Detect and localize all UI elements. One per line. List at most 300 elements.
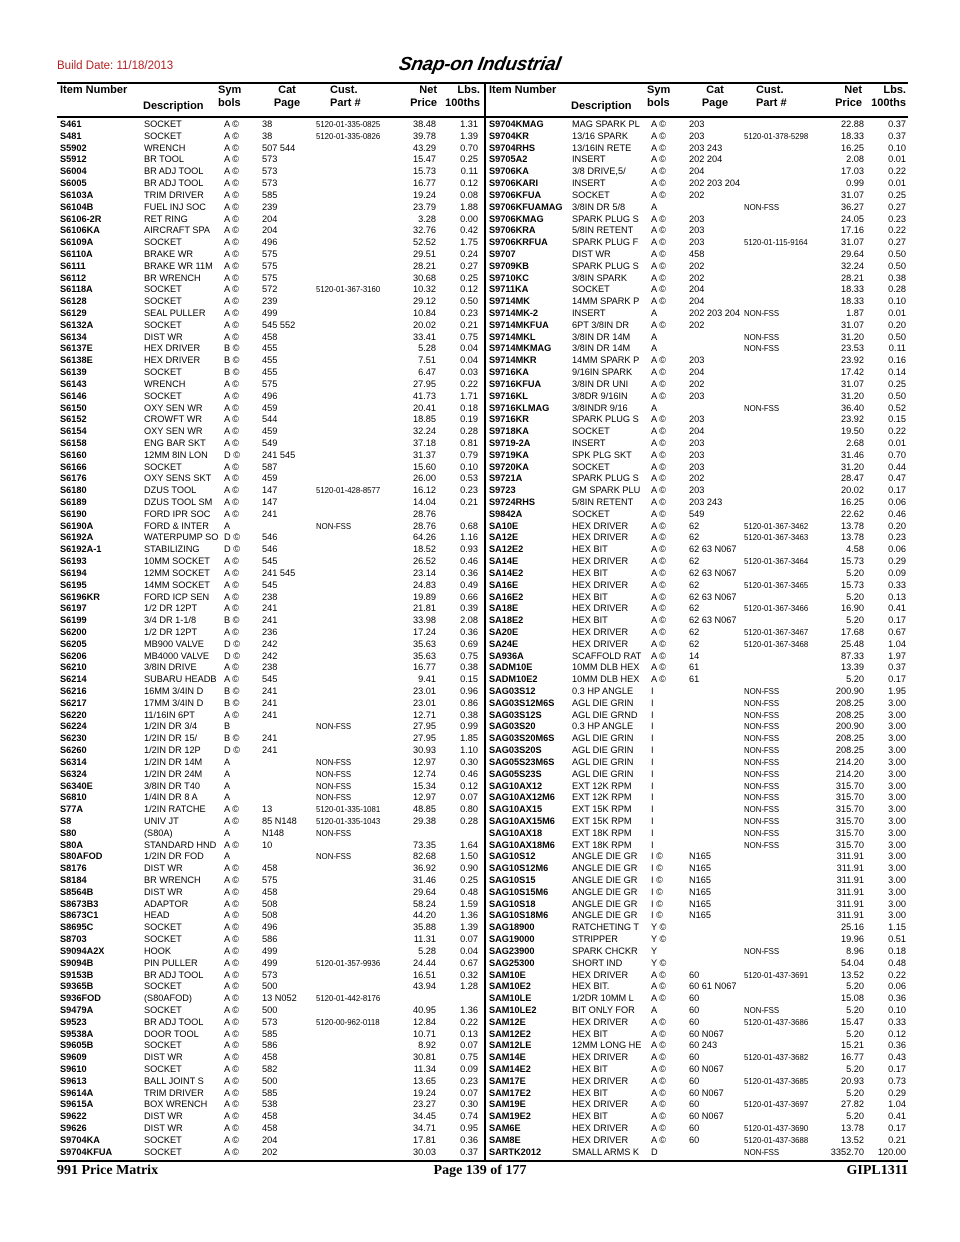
item-number-cell: S9706KRFUA: [489, 237, 548, 248]
description-cell: EXT 15K RPM: [572, 804, 632, 815]
weight-cell: 1.95: [888, 686, 906, 696]
weight-cell: 0.67: [888, 626, 906, 637]
symbols-cell: I: [651, 780, 654, 791]
weight-cell: 0.86: [460, 697, 478, 708]
cat-page-cell: 203: [689, 414, 705, 425]
cust-part-cell: NON-FSS: [744, 793, 780, 803]
net-price-cell: 23.14: [413, 567, 436, 578]
symbols-cell: I: [651, 721, 654, 732]
cat-page-cell: 38: [262, 119, 273, 129]
item-number-cell: SA14E2: [489, 567, 524, 578]
cat-page-cell: N165: [689, 910, 711, 921]
cat-page-cell: 573: [262, 166, 278, 177]
table-row: [0, 485, 960, 497]
description-cell: 11/16IN 6PT: [144, 709, 195, 720]
net-price-cell: 14.04: [413, 497, 436, 507]
net-price-cell: 35.63: [413, 638, 436, 649]
net-price-cell: 24.44: [413, 957, 436, 968]
item-number-cell: S6205: [60, 638, 87, 649]
net-price-cell: 3352.70: [830, 1146, 864, 1157]
weight-cell: 0.22: [888, 166, 906, 177]
net-price-cell: 214.20: [835, 756, 864, 767]
net-price-cell: 41.73: [413, 390, 436, 401]
description-cell: BRAKE WR: [144, 248, 194, 259]
item-number-cell: S9714MKFUA: [489, 319, 549, 330]
description-cell: 1/2IN DR 3/4: [144, 721, 198, 732]
item-number-cell: S9626: [60, 1123, 87, 1134]
net-price-cell: 315.70: [835, 815, 864, 826]
symbols-cell: A ©: [651, 591, 666, 602]
cust-part-cell: NON-FSS: [316, 781, 352, 791]
cat-page-cell: 60: [689, 1099, 700, 1110]
symbols-cell: B ©: [224, 343, 240, 354]
cat-page-cell: 585: [262, 1028, 278, 1039]
description-cell: 16MM 3/4IN D: [144, 686, 204, 696]
footer-rule: [57, 1160, 908, 1162]
description-cell: DOOR TOOL: [144, 1028, 199, 1039]
weight-cell: 0.06: [888, 544, 906, 555]
cust-part-cell: 5120-01-367-3466: [744, 604, 809, 614]
left-header-cust: Cust. Part #: [330, 84, 361, 109]
item-number-cell: S9523: [60, 1016, 87, 1027]
description-cell: HEX BIT: [572, 1111, 608, 1122]
item-number-cell: SA12E: [489, 532, 519, 543]
weight-cell: 0.99: [460, 721, 478, 732]
symbols-cell: A: [651, 331, 658, 342]
symbols-cell: D: [651, 1146, 658, 1157]
cat-page-cell: 545: [262, 556, 278, 567]
item-number-cell: SAG10S18M6: [489, 910, 549, 921]
table-row: [0, 946, 960, 958]
net-price-cell: 28.76: [413, 520, 436, 531]
net-price-cell: 20.02: [413, 319, 436, 330]
symbols-cell: A ©: [651, 981, 666, 992]
cat-page-cell: 241: [262, 615, 278, 626]
symbols-cell: A ©: [651, 390, 666, 401]
symbols-cell: A: [651, 1004, 658, 1015]
table-row: [0, 556, 960, 568]
cat-page-cell: 60: [689, 993, 700, 1004]
description-cell: 3/8INDR 9/16: [572, 402, 628, 413]
description-cell: HEX BIT: [572, 615, 608, 626]
item-number-cell: SAG10S18: [489, 898, 536, 909]
weight-cell: 0.79: [460, 449, 478, 460]
item-number-cell: S6154: [60, 426, 87, 437]
weight-cell: 0.01: [888, 308, 906, 318]
cust-part-cell: 5120-01-367-3463: [744, 533, 809, 543]
description-cell: INSERT: [572, 178, 606, 189]
description-cell: DIST WR: [144, 1052, 183, 1063]
table-row: [0, 343, 960, 355]
net-price-cell: 16.51: [413, 969, 436, 980]
weight-cell: 3.00: [888, 839, 906, 850]
description-cell: DZUS TOOL SM: [144, 497, 213, 507]
description-cell: HEX DRIVER: [572, 520, 629, 531]
weight-cell: 0.43: [888, 1052, 906, 1063]
cust-part-cell: 5120-01-357-9936: [316, 958, 381, 968]
table-row: [0, 958, 960, 970]
table-row: [0, 981, 960, 993]
cat-page-cell: 544: [262, 414, 278, 425]
net-price-cell: 29.38: [413, 815, 436, 826]
item-number-cell: S6190A: [60, 520, 94, 531]
symbols-cell: A ©: [224, 178, 239, 189]
item-number-cell: S9719KA: [489, 449, 529, 460]
net-price-cell: 24.05: [841, 213, 864, 224]
table-row: [0, 781, 960, 793]
item-number-cell: S8184: [60, 875, 87, 885]
net-price-cell: 16.77: [413, 178, 436, 189]
cust-part-cell: 5120-01-367-3462: [744, 521, 809, 531]
item-number-cell: S9716KR: [489, 414, 529, 425]
item-number-cell: S6197: [60, 603, 87, 614]
cat-page-cell: 585: [262, 189, 278, 200]
cat-page-cell: N148: [262, 827, 284, 838]
item-number-cell: S9538A: [60, 1028, 94, 1039]
cat-page-cell: 459: [262, 426, 278, 437]
cat-page-cell: 60: [689, 1052, 700, 1063]
description-cell: 9/16IN SPARK: [572, 367, 633, 378]
weight-cell: 0.07: [460, 1087, 478, 1098]
symbols-cell: A ©: [224, 189, 239, 200]
table-row: [0, 367, 960, 379]
symbols-cell: A ©: [224, 402, 239, 413]
cat-page-cell: 147: [262, 485, 278, 496]
table-row: [0, 1005, 960, 1017]
description-cell: SOCKET: [144, 922, 182, 933]
right-header-cat: Cat Page: [701, 84, 729, 109]
symbols-cell: I: [651, 745, 654, 756]
item-number-cell: SA936A: [489, 650, 524, 661]
description-cell: WATERPUMP SO: [144, 532, 219, 543]
description-cell: ANGLE DIE GR: [572, 863, 638, 874]
net-price-cell: 5.20: [846, 1004, 864, 1015]
net-price-cell: 31.20: [841, 461, 864, 472]
item-number-cell: S80AFOD: [60, 851, 103, 862]
description-cell: 1/2IN DR FOD: [144, 851, 204, 862]
cat-page-cell: 499: [262, 957, 278, 968]
item-number-cell: S9706KARI: [489, 178, 539, 189]
table-row: [0, 119, 960, 131]
cat-page-cell: 202 204: [689, 154, 723, 165]
net-price-cell: 200.90: [835, 686, 864, 696]
table-row: [0, 1040, 960, 1052]
item-number-cell: S6004: [60, 166, 87, 177]
weight-cell: 0.29: [888, 556, 906, 567]
item-number-cell: S9706KRA: [489, 225, 536, 236]
item-number-cell: S9706KMAG: [489, 213, 544, 224]
cat-page-cell: 508: [262, 898, 278, 909]
net-price-cell: 43.94: [413, 981, 436, 992]
item-number-cell: SA12E2: [489, 544, 524, 555]
item-number-cell: SAM17E2: [489, 1087, 531, 1098]
cat-page-cell: 242: [262, 650, 278, 661]
cat-page-cell: 455: [262, 367, 278, 378]
item-number-cell: S9719-2A: [489, 437, 531, 448]
cat-page-cell: 241: [262, 697, 278, 708]
item-number-cell: S6220: [60, 709, 87, 720]
cat-page-cell: 496: [262, 237, 278, 248]
net-price-cell: 5.20: [846, 1111, 864, 1122]
weight-cell: 2.08: [460, 615, 478, 626]
item-number-cell: S6206: [60, 650, 87, 661]
table-row: [0, 532, 960, 544]
description-cell: BR ADJ TOOL: [144, 178, 204, 189]
description-cell: INSERT: [572, 437, 606, 448]
cat-page-cell: 62: [689, 603, 700, 614]
description-cell: 3/8IN DRIVE: [144, 662, 197, 673]
symbols-cell: A ©: [224, 437, 239, 448]
table-row: [0, 603, 960, 615]
weight-cell: 1.15: [888, 922, 906, 933]
cat-page-cell: 60: [689, 1123, 700, 1134]
item-number-cell: S6111: [60, 260, 86, 271]
weight-cell: 0.33: [888, 579, 906, 590]
item-number-cell: S9622: [60, 1111, 87, 1122]
net-price-cell: 315.70: [835, 827, 864, 838]
description-cell: HEX BIT: [572, 544, 608, 555]
symbols-cell: A ©: [651, 426, 666, 437]
net-price-cell: 5.20: [846, 981, 864, 992]
item-number-cell: S481: [60, 130, 82, 141]
symbols-cell: A ©: [651, 544, 666, 555]
description-cell: HEX DRIVER: [572, 532, 629, 543]
item-number-cell: S6194: [60, 567, 87, 578]
description-cell: BIT ONLY FOR: [572, 1004, 635, 1015]
item-number-cell: S6166: [60, 461, 87, 472]
table-row: [0, 698, 960, 710]
description-cell: 3/8IN DR 14M: [572, 331, 631, 342]
item-number-cell: S6176: [60, 473, 87, 484]
item-number-cell: S9705A2: [489, 154, 528, 165]
description-cell: HEX DRIVER: [572, 626, 629, 637]
net-price-cell: 13.65: [413, 1075, 436, 1086]
net-price-cell: 18.33: [841, 130, 864, 141]
symbols-cell: A: [224, 827, 231, 838]
symbols-cell: B ©: [224, 733, 240, 744]
item-number-cell: S6106-2R: [60, 213, 102, 224]
net-price-cell: 34.71: [413, 1123, 436, 1134]
symbols-cell: A ©: [651, 969, 666, 980]
weight-cell: 0.27: [888, 237, 906, 248]
cust-part-cell: 5120-01-367-3467: [744, 627, 809, 637]
table-row: [0, 379, 960, 391]
cat-page-cell: 458: [262, 863, 278, 874]
weight-cell: 0.37: [888, 662, 906, 673]
description-cell: 1/2IN DR 12P: [144, 745, 201, 756]
item-number-cell: S6118A: [60, 284, 93, 295]
description-cell: 1/2IN RATCHE: [144, 804, 206, 815]
weight-cell: 0.49: [460, 579, 478, 590]
table-row: [0, 190, 960, 202]
symbols-cell: A ©: [224, 390, 239, 401]
description-cell: WRENCH: [144, 378, 186, 389]
net-price-cell: 5.20: [846, 1028, 864, 1039]
cat-page-cell: 496: [262, 390, 278, 401]
description-cell: OXY SEN WR: [144, 402, 203, 413]
item-number-cell: S6200: [60, 626, 87, 637]
item-number-cell: S6210: [60, 662, 87, 673]
item-number-cell: S5902: [60, 142, 87, 153]
symbols-cell: B ©: [224, 355, 240, 366]
net-price-cell: 31.07: [841, 319, 864, 330]
symbols-cell: A: [224, 768, 231, 779]
symbols-cell: A ©: [651, 579, 666, 590]
description-cell: (S80AFOD): [144, 993, 192, 1004]
description-cell: HEX DRIVER: [572, 969, 629, 980]
item-number-cell: SAM10E: [489, 969, 526, 980]
weight-cell: 1.64: [460, 839, 478, 850]
description-cell: 3/8IN DR T40: [144, 780, 200, 791]
symbols-cell: I ©: [651, 910, 663, 921]
symbols-cell: A ©: [651, 166, 666, 177]
description-cell: 1/2 DR 12PT: [144, 626, 198, 637]
item-number-cell: S6129: [60, 308, 87, 318]
cat-page-cell: 500: [262, 1075, 278, 1086]
symbols-cell: A ©: [651, 615, 666, 626]
cat-page-cell: 241 545: [262, 449, 296, 460]
symbols-cell: A ©: [224, 296, 239, 307]
weight-cell: 0.41: [888, 603, 906, 614]
cust-part-cell: 5120-01-335-1081: [316, 805, 381, 815]
weight-cell: 0.08: [460, 189, 478, 200]
cat-page-cell: 62 63 N067: [689, 591, 737, 602]
net-price-cell: 34.45: [413, 1111, 436, 1122]
item-number-cell: S9714MKL: [489, 331, 536, 342]
net-price-cell: 23.92: [841, 355, 864, 366]
weight-cell: 0.80: [460, 804, 478, 815]
net-price-cell: 15.73: [841, 579, 864, 590]
description-cell: (S80A): [144, 827, 173, 838]
cust-part-cell: NON-FSS: [744, 757, 780, 767]
description-cell: DIST WR: [144, 863, 183, 874]
weight-cell: 1.36: [460, 910, 478, 921]
net-price-cell: 315.70: [835, 792, 864, 803]
weight-cell: 0.42: [460, 225, 478, 236]
weight-cell: 0.74: [460, 1111, 478, 1122]
description-cell: 1/4IN DR 8 A: [144, 792, 198, 803]
description-cell: BR ADJ TOOL: [144, 969, 204, 980]
symbols-cell: I: [651, 827, 654, 838]
weight-cell: 3.00: [888, 910, 906, 921]
net-price-cell: 24.83: [413, 579, 436, 590]
net-price-cell: 22.62: [841, 508, 864, 519]
net-price-cell: 208.25: [835, 709, 864, 720]
symbols-cell: Y ©: [651, 957, 667, 968]
symbols-cell: D ©: [224, 532, 240, 543]
weight-cell: 0.22: [460, 1016, 478, 1027]
net-price-cell: 16.25: [841, 497, 864, 507]
description-cell: SOCKET: [144, 284, 182, 295]
net-price-cell: 19.24: [413, 1087, 436, 1098]
symbols-cell: A ©: [224, 1016, 239, 1027]
net-price-cell: 31.20: [841, 390, 864, 401]
item-number-cell: S9706KFUAMAG: [489, 201, 563, 212]
weight-cell: 0.36: [888, 993, 906, 1004]
cust-part-cell: NON-FSS: [744, 309, 780, 318]
table-row: [0, 922, 960, 934]
description-cell: SOCKET: [144, 1040, 182, 1051]
weight-cell: 0.04: [460, 355, 478, 366]
symbols-cell: A: [224, 851, 231, 862]
table-row: [0, 261, 960, 273]
item-number-cell: S6189: [60, 497, 87, 507]
net-price-cell: 20.93: [841, 1075, 864, 1086]
table-row: [0, 851, 960, 863]
description-cell: 6PT 3/8IN DR: [572, 319, 630, 330]
item-number-cell: SAM19E: [489, 1099, 526, 1110]
item-number-cell: S8695C: [60, 922, 94, 933]
net-price-cell: 10.71: [413, 1028, 436, 1039]
weight-cell: 0.23: [888, 213, 906, 224]
weight-cell: 0.27: [460, 260, 478, 271]
description-cell: SOCKET: [144, 1146, 182, 1157]
item-number-cell: SAG03S20S: [489, 745, 542, 756]
net-price-cell: 27.95: [413, 378, 436, 389]
symbols-cell: A ©: [224, 804, 239, 815]
description-cell: ANGLE DIE GR: [572, 898, 638, 909]
table-row: [0, 721, 960, 733]
cat-page-cell: 241: [262, 709, 278, 720]
description-cell: STANDARD HND: [144, 839, 217, 850]
weight-cell: 0.04: [460, 945, 478, 956]
symbols-cell: I ©: [651, 886, 663, 897]
net-price-cell: 5.20: [846, 615, 864, 626]
item-number-cell: SAG18900: [489, 922, 535, 933]
item-number-cell: SAG10S12: [489, 851, 536, 862]
right-header-cust: Cust. Part #: [756, 84, 787, 109]
item-number-cell: S5912: [60, 154, 87, 165]
weight-cell: 120.00: [877, 1146, 906, 1157]
weight-cell: 3.00: [888, 875, 906, 885]
description-cell: INSERT: [572, 308, 606, 318]
net-price-cell: 1.87: [846, 308, 864, 318]
cat-page-cell: 455: [262, 355, 278, 366]
net-price-cell: 52.52: [413, 237, 436, 248]
symbols-cell: A ©: [224, 969, 239, 980]
item-number-cell: S9614A: [60, 1087, 94, 1098]
cust-part-cell: 5120-01-442-8176: [316, 994, 381, 1004]
net-price-cell: 17.24: [413, 626, 436, 637]
description-cell: MB900 VALVE: [144, 638, 204, 649]
cust-part-cell: 5120-01-437-3690: [744, 1124, 809, 1134]
cat-page-cell: 500: [262, 1004, 278, 1015]
item-number-cell: S9094B: [60, 957, 94, 968]
description-cell: SMALL ARMS K: [572, 1146, 640, 1157]
net-price-cell: 36.92: [413, 863, 436, 874]
net-price-cell: 7.51: [418, 355, 436, 366]
weight-cell: 1.39: [460, 922, 478, 933]
symbols-cell: A ©: [224, 863, 239, 874]
cat-page-cell: N165: [689, 863, 711, 874]
net-price-cell: 25.16: [841, 922, 864, 933]
cat-page-cell: 575: [262, 875, 278, 885]
weight-cell: 0.17: [888, 1064, 906, 1074]
symbols-cell: A ©: [224, 981, 239, 992]
net-price-cell: 15.21: [841, 1040, 864, 1051]
cat-page-cell: 499: [262, 308, 278, 318]
table-row: [0, 414, 960, 426]
cat-page-cell: 585: [262, 1087, 278, 1098]
cat-page-cell: 202: [689, 272, 705, 283]
symbols-cell: A ©: [651, 237, 666, 248]
description-cell: AGL DIE GRIN: [572, 733, 634, 744]
weight-cell: 0.41: [888, 1111, 906, 1122]
symbols-cell: A ©: [224, 626, 239, 637]
symbols-cell: A ©: [224, 886, 239, 897]
cat-page-cell: 239: [262, 201, 278, 212]
symbols-cell: I ©: [651, 875, 663, 885]
